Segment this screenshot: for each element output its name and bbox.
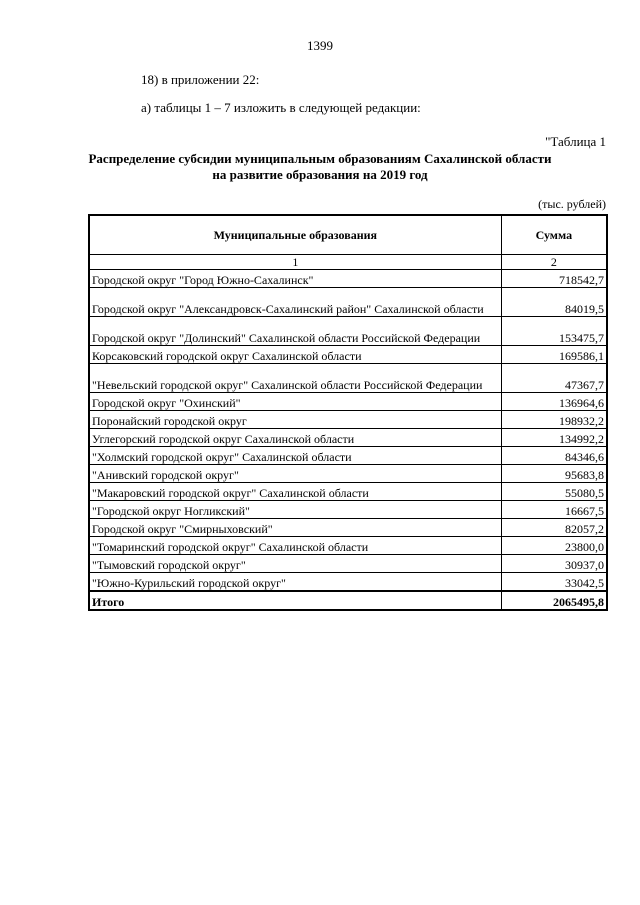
- table-row: [89, 393, 607, 411]
- row-value: 23800,0: [501, 537, 607, 555]
- row-name: "Тымовский городской округ": [89, 555, 501, 573]
- row-value: 33042,5: [501, 573, 607, 592]
- row-value: 169586,1: [501, 346, 607, 364]
- row-value: 95683,8: [501, 465, 607, 483]
- row-value: 16667,5: [501, 501, 607, 519]
- row-value: 136964,6: [501, 393, 607, 411]
- row-name: Городской округ "Александровск-Сахалинский район" Сахалинской области: [89, 288, 501, 317]
- row-value: 153475,7: [501, 317, 607, 346]
- subsidy-table: [88, 214, 608, 611]
- row-name: "Холмский городской округ" Сахалинской области: [89, 447, 501, 465]
- units-label: (тыс. рублей): [538, 197, 606, 211]
- row-name: Городской округ "Смирныховский": [89, 519, 501, 537]
- table-row: [89, 317, 607, 346]
- table-row: [89, 447, 607, 465]
- row-name: "Томаринский городской округ" Сахалинской области: [89, 537, 501, 555]
- row-name: "Невельский городской округ" Сахалинской области Российской Федерации: [89, 364, 501, 393]
- table-row: [89, 501, 607, 519]
- table-row: [89, 573, 607, 592]
- row-name: "Южно-Курильский городской округ": [89, 573, 501, 592]
- row-value: 198932,2: [501, 411, 607, 429]
- row-name: Городской округ "Долинский" Сахалинской области Российской Федерации: [89, 317, 501, 346]
- table-row: [89, 270, 607, 288]
- header-amount: Сумма: [501, 215, 607, 255]
- page-number: 1399: [307, 38, 333, 53]
- row-name: "Анивский городской округ": [89, 465, 501, 483]
- table-row: [89, 465, 607, 483]
- table-row: [89, 519, 607, 537]
- table-row: [89, 537, 607, 555]
- table-row: [89, 555, 607, 573]
- table-row: [89, 429, 607, 447]
- row-value: 47367,7: [501, 364, 607, 393]
- table-row: [89, 346, 607, 364]
- table-row: [89, 483, 607, 501]
- column-number-row: [89, 255, 607, 270]
- intro-line-1: 18) в приложении 22:: [141, 72, 260, 87]
- table-reference: "Таблица 1: [545, 134, 606, 149]
- row-name: Городской округ "Город Южно-Сахалинск": [89, 270, 501, 288]
- table-header-row: [89, 215, 607, 255]
- row-value: 55080,5: [501, 483, 607, 501]
- column-number: 2: [501, 255, 607, 270]
- row-value: 82057,2: [501, 519, 607, 537]
- total-value: 2065495,8: [501, 591, 607, 610]
- table-row: [89, 288, 607, 317]
- column-number: 1: [89, 255, 501, 270]
- table-title-line-1: Распределение субсидии муниципальным образованиям Сахалинской области: [88, 151, 552, 166]
- row-value: 30937,0: [501, 555, 607, 573]
- total-label: Итого: [89, 591, 501, 610]
- row-name: Городской округ "Охинский": [89, 393, 501, 411]
- total-row: [89, 591, 607, 610]
- intro-line-2: а) таблицы 1 – 7 изложить в следующей редакции:: [141, 100, 421, 115]
- header-municipalities: Муниципальные образования: [89, 215, 501, 255]
- row-name: "Городской округ Ногликский": [89, 501, 501, 519]
- row-name: Углегорский городской округ Сахалинской области: [89, 429, 501, 447]
- row-value: 134992,2: [501, 429, 607, 447]
- table-row: [89, 364, 607, 393]
- row-value: 718542,7: [501, 270, 607, 288]
- row-value: 84346,6: [501, 447, 607, 465]
- row-value: 84019,5: [501, 288, 607, 317]
- row-name: Поронайский городской округ: [89, 411, 501, 429]
- table-row: [89, 411, 607, 429]
- row-name: Корсаковский городской округ Сахалинской области: [89, 346, 501, 364]
- row-name: "Макаровский городской округ" Сахалинской области: [89, 483, 501, 501]
- table-title-line-2: на развитие образования на 2019 год: [212, 167, 428, 182]
